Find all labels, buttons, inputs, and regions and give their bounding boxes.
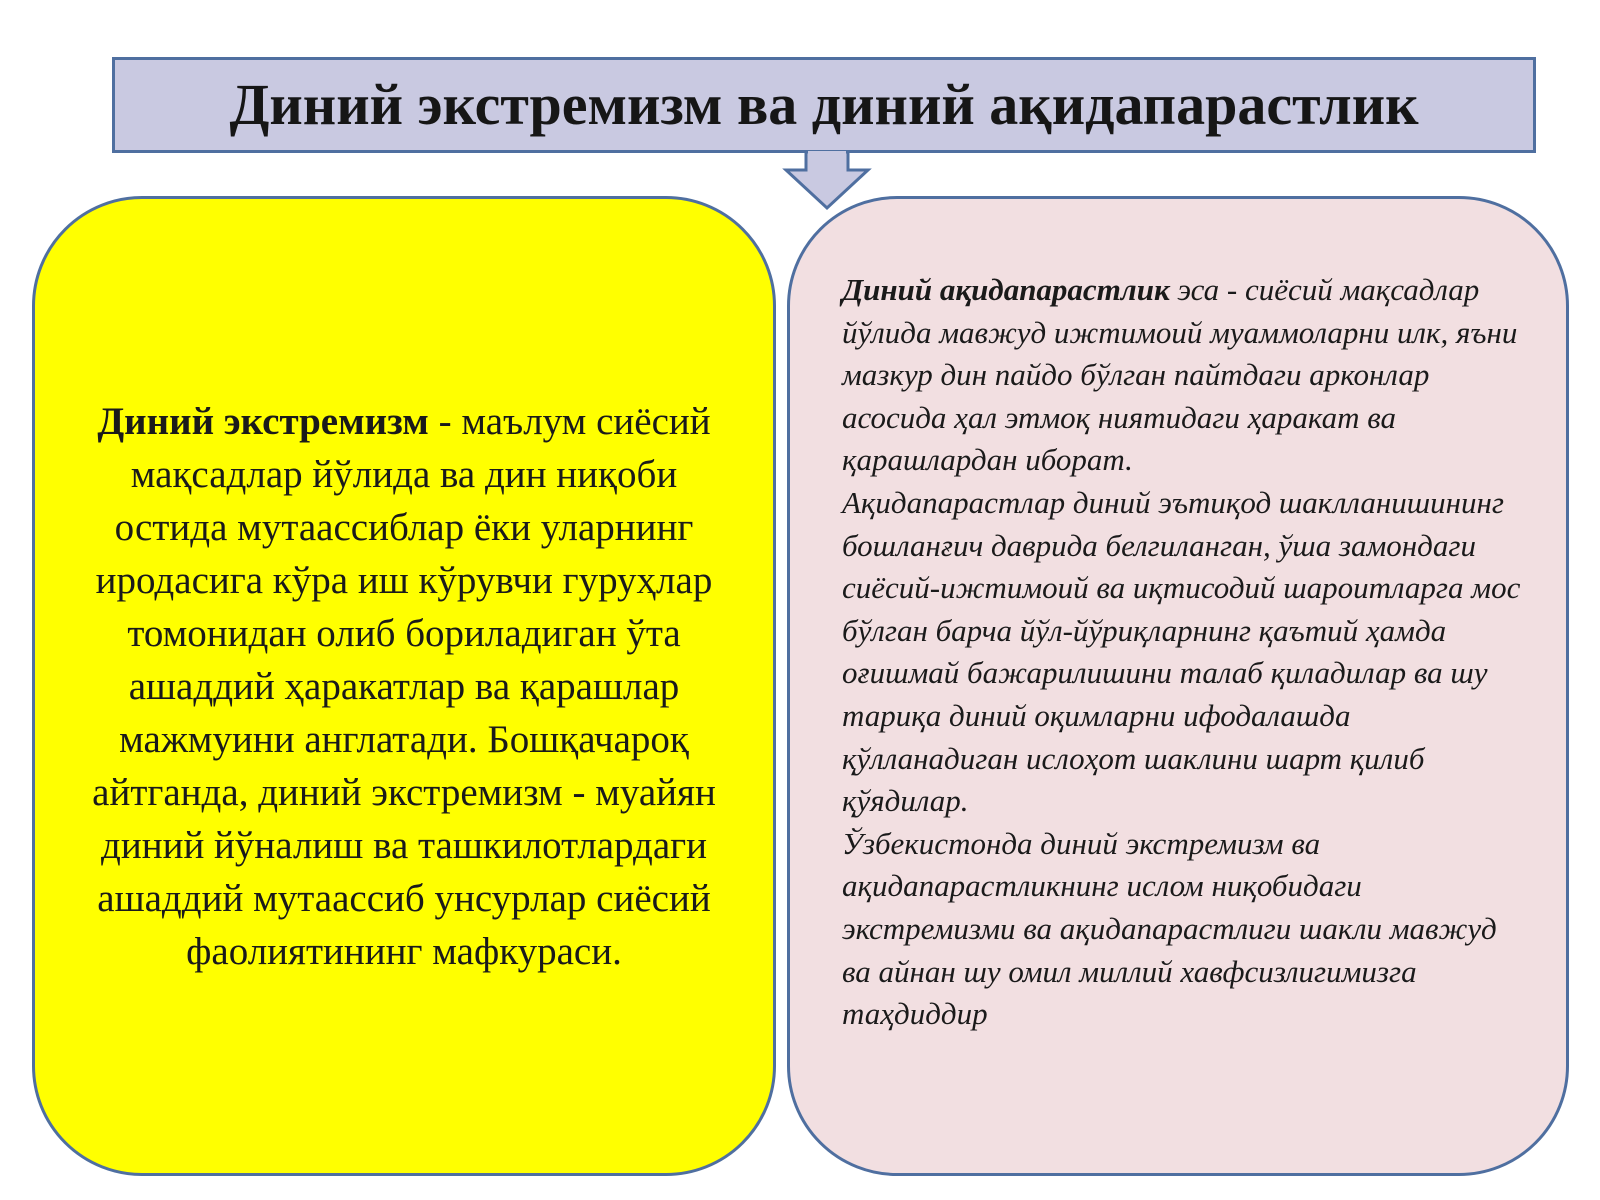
fundamentalism-paragraph-2: Ақидапарастлар диний эътиқод шаклланишининг бошланғич даврида белгиланган, ўша замондаги сиёсий-ижтимоий ва иқтисодий шароитларга мос бўлган барча йўл-йўриқларнинг қаътий ҳамда оғишмай бажарилишини талаб қиладилар ва шу тариқа диний оқимларни ифодалашда қўлланадиган ислоҳот шаклини шарт қилиб қўядилар. [842, 484, 1521, 819]
extremism-definition-text [83, 395, 725, 978]
extremism-term: Диний экстремизм [97, 399, 429, 443]
extremism-definition: - маълум сиёсий мақсадлар йўлида ва дин ниқоби остида мутаассиблар ёки уларнинг иродасига кўра иш кўрувчи гуруҳлар томонидан олиб бориладиган ўта ашаддий ҳаракатлар ва қарашлар мажмуини англатади. Бошқачароқ айтганда, диний экстремизм - муайян диний йўналиш ва ташкилотлардаги ашаддий мутаассиб унсурлар сиёсий фаолиятининг мафкураси. [92, 399, 716, 973]
fundamentalism-term: Диний ақидапарастлик [842, 272, 1170, 307]
fundamentalism-paragraph-3: Ўзбекистонда диний экстремизм ва ақидапарастликнинг ислом ниқобидаги экстремизми ва ақидапарастлиги шакли мавжуд ва айнан шу омил миллий хавфсизлигимизга таҳдиддир [842, 825, 1497, 1032]
fundamentalism-definition-text [842, 269, 1526, 1036]
page-title: Диний экстремизм ва диний ақидапарастлик [229, 72, 1419, 137]
extremism-definition-panel [32, 196, 776, 1176]
fundamentalism-definition: эса - сиёсий мақсадлар йўлида мавжуд ижтимоий муаммоларни илк, яъни мазкур дин пайдо бўлган пайтдаги арконлар асосида ҳал этмоқ ниятидаги ҳаракат ва қарашлардан иборат. [842, 272, 1518, 478]
title-banner [112, 57, 1536, 153]
fundamentalism-paragraph-1 [842, 269, 1526, 482]
fundamentalism-definition-panel [787, 196, 1569, 1176]
